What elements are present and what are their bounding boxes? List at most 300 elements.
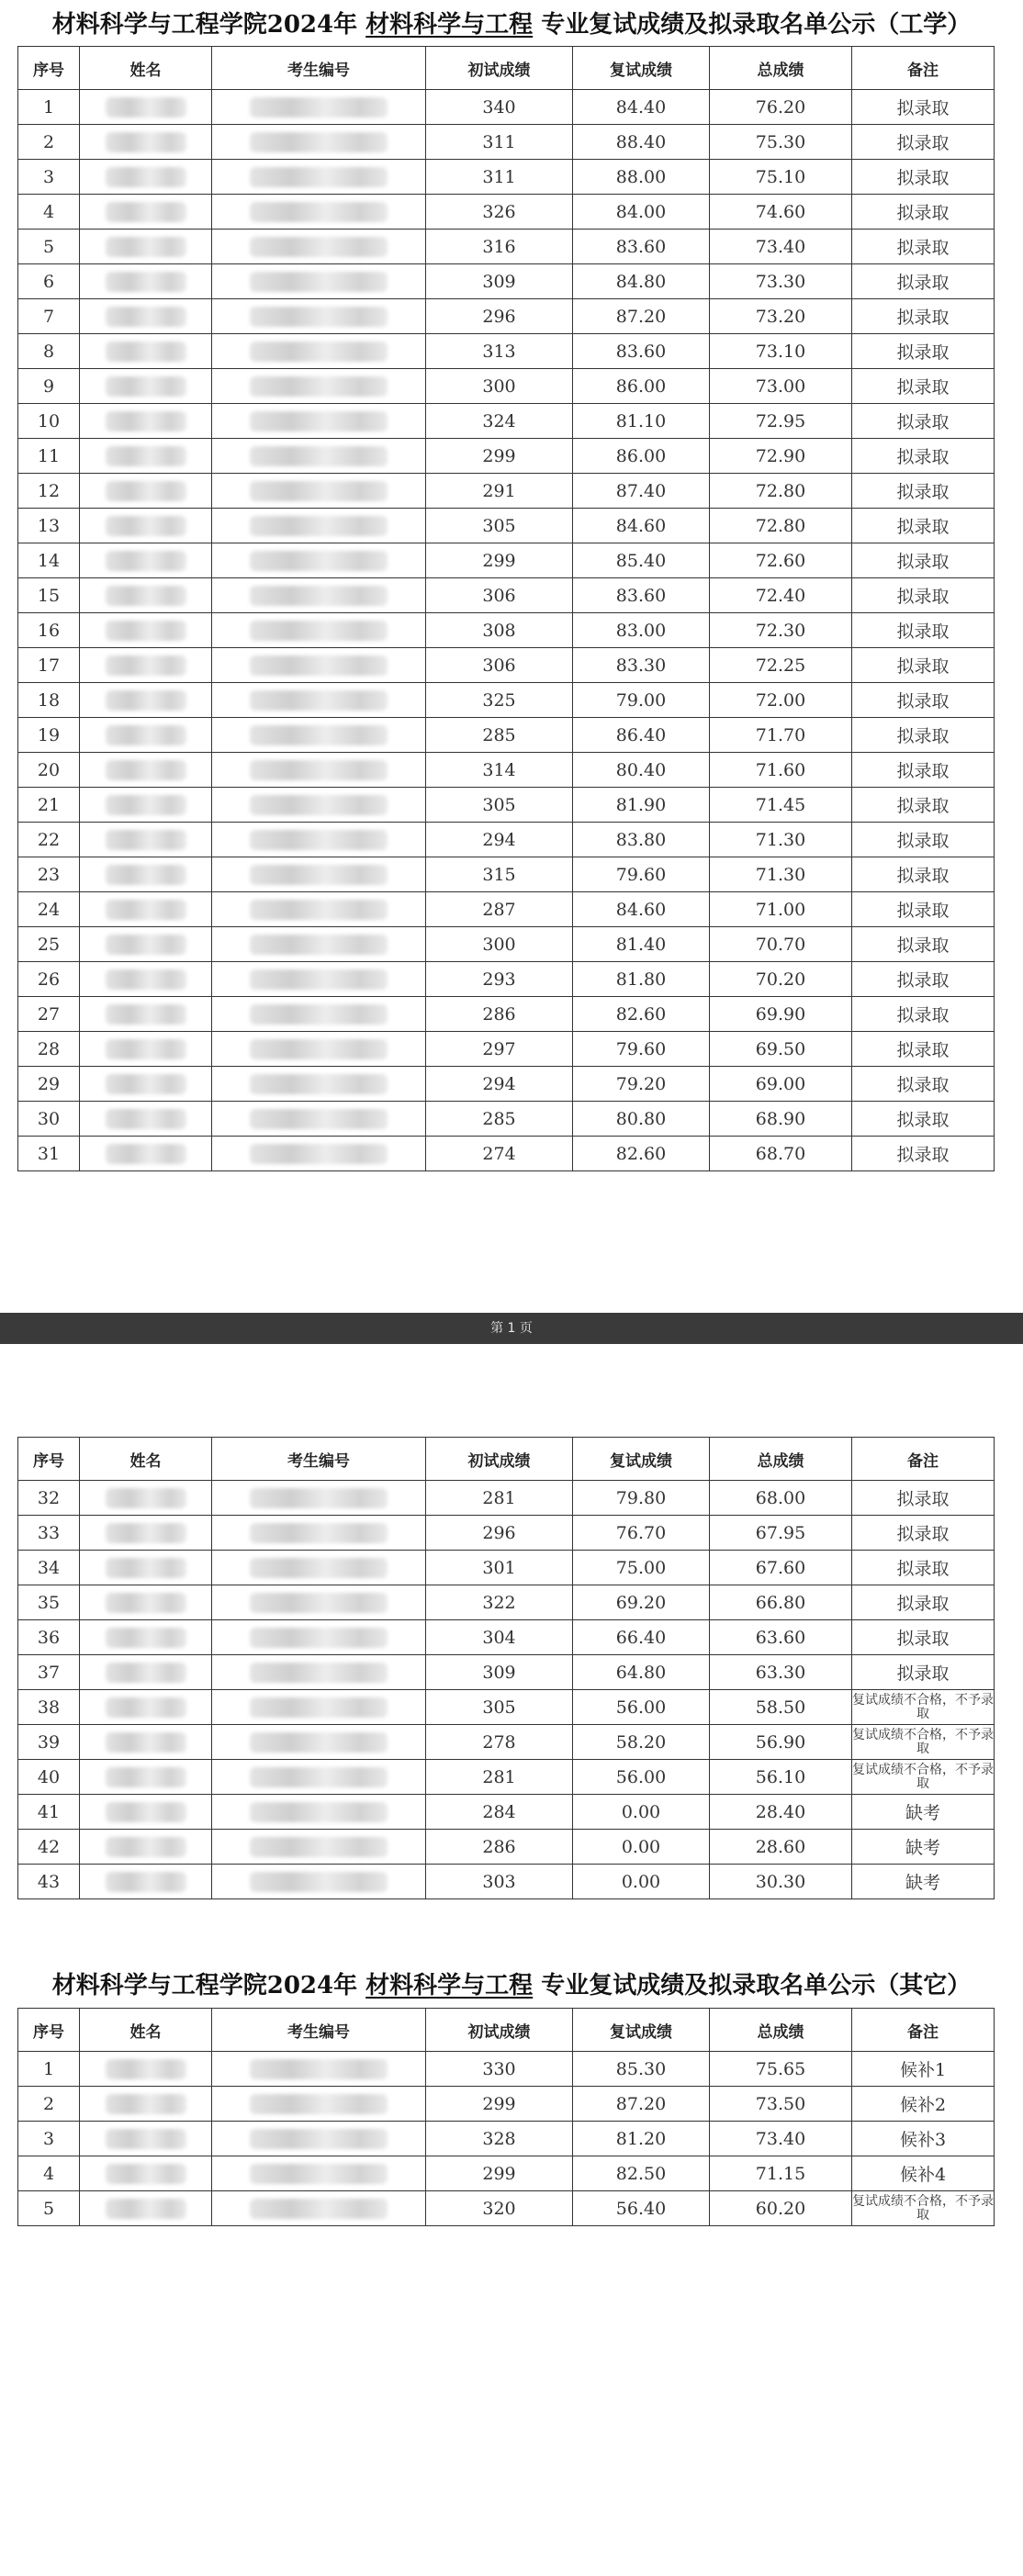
cell-retest-score: 81.40	[573, 927, 710, 962]
table-row	[18, 892, 995, 927]
score-table-engineering-continued	[17, 1437, 995, 1899]
redaction-blur	[250, 551, 388, 571]
cell-name-redacted	[80, 1585, 212, 1620]
redaction-blur	[106, 1109, 186, 1129]
cell-remarks: 候补3	[852, 2122, 995, 2156]
table-row	[18, 857, 995, 892]
redaction-blur	[106, 725, 186, 745]
cell-initial-score: 316	[426, 230, 573, 264]
redaction-blur	[106, 1144, 186, 1164]
cell-retest-score: 79.60	[573, 857, 710, 892]
cell-total-score: 72.90	[710, 439, 852, 474]
redaction-blur	[106, 1593, 186, 1613]
redaction-blur	[106, 900, 186, 920]
cell-total-score: 70.20	[710, 962, 852, 997]
cell-exam-id-redacted	[212, 1865, 426, 1899]
cell-initial-score: 305	[426, 1690, 573, 1725]
cell-serial: 5	[18, 2191, 80, 2226]
cell-serial: 39	[18, 1725, 80, 1760]
cell-initial-score: 340	[426, 90, 573, 125]
redaction-blur	[106, 2094, 186, 2114]
cell-retest-score: 82.50	[573, 2156, 710, 2191]
cell-initial-score: 325	[426, 683, 573, 718]
cell-retest-score: 84.80	[573, 264, 710, 299]
cell-remarks: 拟录取	[852, 474, 995, 509]
cell-name-redacted	[80, 753, 212, 788]
cell-name-redacted	[80, 299, 212, 334]
cell-retest-score: 83.80	[573, 823, 710, 857]
cell-remarks: 缺考	[852, 1795, 995, 1830]
header-retest-score: 复试成绩	[573, 1438, 710, 1481]
cell-name-redacted	[80, 404, 212, 439]
cell-total-score: 68.70	[710, 1137, 852, 1171]
cell-retest-score: 76.70	[573, 1516, 710, 1551]
redaction-blur	[250, 969, 388, 990]
cell-initial-score: 301	[426, 1551, 573, 1585]
cell-retest-score: 83.60	[573, 334, 710, 369]
cell-retest-score: 79.00	[573, 683, 710, 718]
cell-initial-score: 299	[426, 543, 573, 578]
cell-total-score: 71.45	[710, 788, 852, 823]
cell-retest-score: 80.40	[573, 753, 710, 788]
cell-name-redacted	[80, 1067, 212, 1102]
redaction-blur	[250, 1004, 388, 1025]
cell-name-redacted	[80, 125, 212, 160]
cell-retest-score: 0.00	[573, 1865, 710, 1899]
cell-total-score: 71.70	[710, 718, 852, 753]
header-total-score: 总成绩	[710, 1438, 852, 1481]
cell-total-score: 76.20	[710, 90, 852, 125]
redaction-blur	[250, 272, 388, 292]
cell-initial-score: 281	[426, 1481, 573, 1516]
redaction-blur	[250, 237, 388, 257]
cell-total-score: 72.25	[710, 648, 852, 683]
cell-retest-score: 58.20	[573, 1725, 710, 1760]
cell-retest-score: 82.60	[573, 997, 710, 1032]
redaction-blur	[250, 2129, 388, 2149]
header-name: 姓名	[80, 47, 212, 90]
cell-serial: 24	[18, 892, 80, 927]
cell-total-score: 71.30	[710, 857, 852, 892]
cell-initial-score: 305	[426, 788, 573, 823]
redaction-blur	[106, 1558, 186, 1578]
cell-retest-score: 85.30	[573, 2052, 710, 2087]
cell-exam-id-redacted	[212, 788, 426, 823]
cell-total-score: 75.10	[710, 160, 852, 195]
cell-retest-score: 86.40	[573, 718, 710, 753]
cell-initial-score: 286	[426, 1830, 573, 1865]
table-row	[18, 1795, 995, 1830]
cell-exam-id-redacted	[212, 927, 426, 962]
cell-serial: 8	[18, 334, 80, 369]
header-name: 姓名	[80, 2009, 212, 2052]
table-row	[18, 823, 995, 857]
table-header-row	[18, 1438, 995, 1481]
cell-remarks: 拟录取	[852, 299, 995, 334]
cell-serial: 31	[18, 1137, 80, 1171]
cell-serial: 21	[18, 788, 80, 823]
cell-exam-id-redacted	[212, 823, 426, 857]
cell-retest-score: 56.40	[573, 2191, 710, 2226]
table-row	[18, 160, 995, 195]
cell-serial: 26	[18, 962, 80, 997]
redaction-blur	[106, 167, 186, 187]
cell-serial: 4	[18, 195, 80, 230]
cell-name-redacted	[80, 1102, 212, 1137]
cell-exam-id-redacted	[212, 125, 426, 160]
cell-serial: 2	[18, 2087, 80, 2122]
cell-remarks: 拟录取	[852, 90, 995, 125]
cell-initial-score: 286	[426, 997, 573, 1032]
redaction-blur	[250, 516, 388, 536]
table-row	[18, 1067, 995, 1102]
cell-initial-score: 300	[426, 369, 573, 404]
cell-total-score: 30.30	[710, 1865, 852, 1899]
cell-serial: 15	[18, 578, 80, 613]
cell-remarks: 拟录取	[852, 927, 995, 962]
cell-initial-score: 296	[426, 299, 573, 334]
cell-exam-id-redacted	[212, 334, 426, 369]
cell-serial: 19	[18, 718, 80, 753]
redaction-blur	[106, 2059, 186, 2079]
redaction-blur	[106, 1802, 186, 1822]
cell-remarks: 拟录取	[852, 578, 995, 613]
cell-name-redacted	[80, 1620, 212, 1655]
cell-retest-score: 82.60	[573, 1137, 710, 1171]
table-row	[18, 2087, 995, 2122]
table-row	[18, 1551, 995, 1585]
cell-exam-id-redacted	[212, 578, 426, 613]
table-row	[18, 299, 995, 334]
redaction-blur	[250, 446, 388, 466]
cell-name-redacted	[80, 1032, 212, 1067]
cell-serial: 28	[18, 1032, 80, 1067]
cell-remarks: 缺考	[852, 1830, 995, 1865]
table-row	[18, 90, 995, 125]
cell-remarks: 拟录取	[852, 439, 995, 474]
cell-remarks: 拟录取	[852, 788, 995, 823]
cell-retest-score: 87.20	[573, 2087, 710, 2122]
cell-name-redacted	[80, 2122, 212, 2156]
cell-serial: 30	[18, 1102, 80, 1137]
redaction-blur	[106, 1628, 186, 1648]
cell-remarks: 拟录取	[852, 892, 995, 927]
table-row	[18, 927, 995, 962]
table-row	[18, 1102, 995, 1137]
cell-total-score: 72.60	[710, 543, 852, 578]
redaction-blur	[106, 237, 186, 257]
cell-exam-id-redacted	[212, 1725, 426, 1760]
cell-name-redacted	[80, 1830, 212, 1865]
cell-initial-score: 311	[426, 125, 573, 160]
redaction-blur	[250, 2199, 388, 2219]
cell-name-redacted	[80, 543, 212, 578]
table-row	[18, 1032, 995, 1067]
cell-serial: 34	[18, 1551, 80, 1585]
redaction-blur	[106, 1732, 186, 1753]
cell-retest-score: 84.60	[573, 509, 710, 543]
cell-total-score: 75.65	[710, 2052, 852, 2087]
redaction-blur	[106, 795, 186, 815]
header-exam-id: 考生编号	[212, 47, 426, 90]
redaction-blur	[106, 935, 186, 955]
cell-serial: 3	[18, 2122, 80, 2156]
redaction-blur	[250, 97, 388, 118]
cell-retest-score: 79.60	[573, 1032, 710, 1067]
table-row	[18, 2052, 995, 2087]
cell-remarks: 拟录取	[852, 997, 995, 1032]
cell-remarks: 拟录取	[852, 230, 995, 264]
header-total-score: 总成绩	[710, 47, 852, 90]
cell-total-score: 68.00	[710, 1481, 852, 1516]
redaction-blur	[106, 446, 186, 466]
redaction-blur	[250, 1837, 388, 1857]
cell-exam-id-redacted	[212, 1481, 426, 1516]
cell-name-redacted	[80, 1481, 212, 1516]
cell-initial-score: 278	[426, 1725, 573, 1760]
cell-retest-score: 83.60	[573, 578, 710, 613]
cell-name-redacted	[80, 195, 212, 230]
redaction-blur	[106, 1697, 186, 1718]
header-total-score: 总成绩	[710, 2009, 852, 2052]
cell-serial: 5	[18, 230, 80, 264]
redaction-blur	[250, 167, 388, 187]
cell-retest-score: 84.60	[573, 892, 710, 927]
redaction-blur	[106, 1039, 186, 1059]
table-row	[18, 230, 995, 264]
cell-exam-id-redacted	[212, 753, 426, 788]
cell-name-redacted	[80, 892, 212, 927]
redaction-blur	[250, 307, 388, 327]
cell-initial-score: 313	[426, 334, 573, 369]
table-row	[18, 648, 995, 683]
cell-exam-id-redacted	[212, 509, 426, 543]
cell-serial: 9	[18, 369, 80, 404]
cell-exam-id-redacted	[212, 1760, 426, 1795]
cell-retest-score: 86.00	[573, 439, 710, 474]
cell-remarks: 拟录取	[852, 718, 995, 753]
cell-serial: 29	[18, 1067, 80, 1102]
cell-remarks: 拟录取	[852, 683, 995, 718]
cell-total-score: 58.50	[710, 1690, 852, 1725]
cell-exam-id-redacted	[212, 230, 426, 264]
major-name: 材料科学与工程	[365, 1972, 534, 1999]
redaction-blur	[250, 132, 388, 152]
cell-exam-id-redacted	[212, 2052, 426, 2087]
cell-initial-score: 324	[426, 404, 573, 439]
cell-serial: 22	[18, 823, 80, 857]
cell-remarks: 拟录取	[852, 1655, 995, 1690]
cell-retest-score: 56.00	[573, 1760, 710, 1795]
cell-total-score: 73.10	[710, 334, 852, 369]
cell-name-redacted	[80, 90, 212, 125]
cell-total-score: 73.40	[710, 2122, 852, 2156]
cell-total-score: 71.60	[710, 753, 852, 788]
redaction-blur	[250, 481, 388, 501]
cell-retest-score: 56.00	[573, 1690, 710, 1725]
cell-retest-score: 64.80	[573, 1655, 710, 1690]
cell-exam-id-redacted	[212, 892, 426, 927]
cell-remarks: 拟录取	[852, 648, 995, 683]
cell-initial-score: 326	[426, 195, 573, 230]
cell-initial-score: 294	[426, 823, 573, 857]
table-row	[18, 1725, 995, 1760]
cell-exam-id-redacted	[212, 2156, 426, 2191]
cell-retest-score: 88.00	[573, 160, 710, 195]
header-remarks: 备注	[852, 2009, 995, 2052]
cell-remarks: 候补1	[852, 2052, 995, 2087]
cell-exam-id-redacted	[212, 1690, 426, 1725]
cell-exam-id-redacted	[212, 474, 426, 509]
redaction-blur	[106, 1004, 186, 1025]
redaction-blur	[106, 830, 186, 850]
cell-retest-score: 0.00	[573, 1830, 710, 1865]
redaction-blur	[106, 1837, 186, 1857]
cell-retest-score: 81.20	[573, 2122, 710, 2156]
redaction-blur	[106, 969, 186, 990]
table-row	[18, 334, 995, 369]
cell-serial: 16	[18, 613, 80, 648]
cell-serial: 23	[18, 857, 80, 892]
cell-name-redacted	[80, 997, 212, 1032]
table-row	[18, 613, 995, 648]
cell-remarks: 拟录取	[852, 369, 995, 404]
cell-initial-score: 299	[426, 439, 573, 474]
redaction-blur	[250, 411, 388, 431]
cell-serial: 17	[18, 648, 80, 683]
cell-exam-id-redacted	[212, 1137, 426, 1171]
cell-exam-id-redacted	[212, 439, 426, 474]
cell-serial: 32	[18, 1481, 80, 1516]
cell-exam-id-redacted	[212, 683, 426, 718]
cell-name-redacted	[80, 2052, 212, 2087]
cell-remarks: 拟录取	[852, 823, 995, 857]
cell-serial: 20	[18, 753, 80, 788]
redaction-blur	[250, 1593, 388, 1613]
redaction-blur	[250, 202, 388, 222]
redaction-blur	[250, 1663, 388, 1683]
redaction-blur	[106, 1872, 186, 1892]
cell-remarks: 拟录取	[852, 404, 995, 439]
redaction-blur	[106, 690, 186, 711]
redaction-blur	[250, 1732, 388, 1753]
cell-initial-score: 322	[426, 1585, 573, 1620]
redaction-blur	[106, 272, 186, 292]
cell-initial-score: 299	[426, 2087, 573, 2122]
table-row	[18, 1655, 995, 1690]
cell-remarks: 拟录取	[852, 160, 995, 195]
cell-initial-score: 304	[426, 1620, 573, 1655]
cell-retest-score: 69.20	[573, 1585, 710, 1620]
cell-name-redacted	[80, 334, 212, 369]
cell-serial: 1	[18, 90, 80, 125]
score-table-engineering	[17, 46, 995, 1171]
cell-name-redacted	[80, 1865, 212, 1899]
redaction-blur	[250, 586, 388, 606]
redaction-blur	[250, 1144, 388, 1164]
cell-exam-id-redacted	[212, 2087, 426, 2122]
redaction-blur	[250, 1872, 388, 1892]
header-initial-score: 初试成绩	[426, 47, 573, 90]
cell-exam-id-redacted	[212, 857, 426, 892]
cell-initial-score: 311	[426, 160, 573, 195]
cell-retest-score: 84.40	[573, 90, 710, 125]
table-row	[18, 997, 995, 1032]
redaction-blur	[250, 1039, 388, 1059]
cell-name-redacted	[80, 474, 212, 509]
table-row	[18, 1137, 995, 1171]
cell-initial-score: 287	[426, 892, 573, 927]
redaction-blur	[250, 865, 388, 885]
cell-serial: 3	[18, 160, 80, 195]
cell-initial-score: 297	[426, 1032, 573, 1067]
table-row	[18, 1865, 995, 1899]
cell-name-redacted	[80, 1725, 212, 1760]
redaction-blur	[106, 2199, 186, 2219]
cell-serial: 13	[18, 509, 80, 543]
cell-remarks: 拟录取	[852, 613, 995, 648]
cell-name-redacted	[80, 230, 212, 264]
cell-exam-id-redacted	[212, 2191, 426, 2226]
cell-retest-score: 81.90	[573, 788, 710, 823]
cell-initial-score: 284	[426, 1795, 573, 1830]
cell-remarks: 复试成绩不合格，不予录取	[852, 1760, 995, 1795]
cell-remarks: 复试成绩不合格，不予录取	[852, 1725, 995, 1760]
cell-initial-score: 285	[426, 718, 573, 753]
table-row	[18, 1830, 995, 1865]
cell-exam-id-redacted	[212, 2122, 426, 2156]
score-table-other	[17, 2008, 995, 2226]
cell-remarks: 缺考	[852, 1865, 995, 1899]
cell-exam-id-redacted	[212, 543, 426, 578]
cell-remarks: 拟录取	[852, 1516, 995, 1551]
cell-exam-id-redacted	[212, 1795, 426, 1830]
cell-initial-score: 293	[426, 962, 573, 997]
cell-remarks: 拟录取	[852, 1585, 995, 1620]
cell-total-score: 72.00	[710, 683, 852, 718]
redaction-blur	[250, 621, 388, 641]
cell-remarks: 拟录取	[852, 1067, 995, 1102]
cell-remarks: 拟录取	[852, 1102, 995, 1137]
table-row	[18, 1585, 995, 1620]
cell-serial: 12	[18, 474, 80, 509]
table-row	[18, 125, 995, 160]
cell-total-score: 71.30	[710, 823, 852, 857]
redaction-blur	[106, 586, 186, 606]
major-name: 材料科学与工程	[365, 11, 534, 39]
table-row	[18, 195, 995, 230]
cell-exam-id-redacted	[212, 264, 426, 299]
redaction-blur	[250, 655, 388, 676]
cell-name-redacted	[80, 1516, 212, 1551]
page-title-engineering: 材料科学与工程学院2024年 材料科学与工程 专业复试成绩及拟录取名单公示（工学）	[51, 11, 972, 39]
redaction-blur	[106, 516, 186, 536]
cell-name-redacted	[80, 2087, 212, 2122]
cell-exam-id-redacted	[212, 299, 426, 334]
redaction-blur	[106, 307, 186, 327]
cell-total-score: 66.80	[710, 1585, 852, 1620]
cell-serial: 2	[18, 125, 80, 160]
cell-name-redacted	[80, 1137, 212, 1171]
header-name: 姓名	[80, 1438, 212, 1481]
cell-remarks: 候补2	[852, 2087, 995, 2122]
redaction-blur	[250, 690, 388, 711]
redaction-blur	[250, 1109, 388, 1129]
cell-initial-score: 300	[426, 927, 573, 962]
cell-total-score: 75.30	[710, 125, 852, 160]
cell-total-score: 56.90	[710, 1725, 852, 1760]
cell-initial-score: 306	[426, 648, 573, 683]
